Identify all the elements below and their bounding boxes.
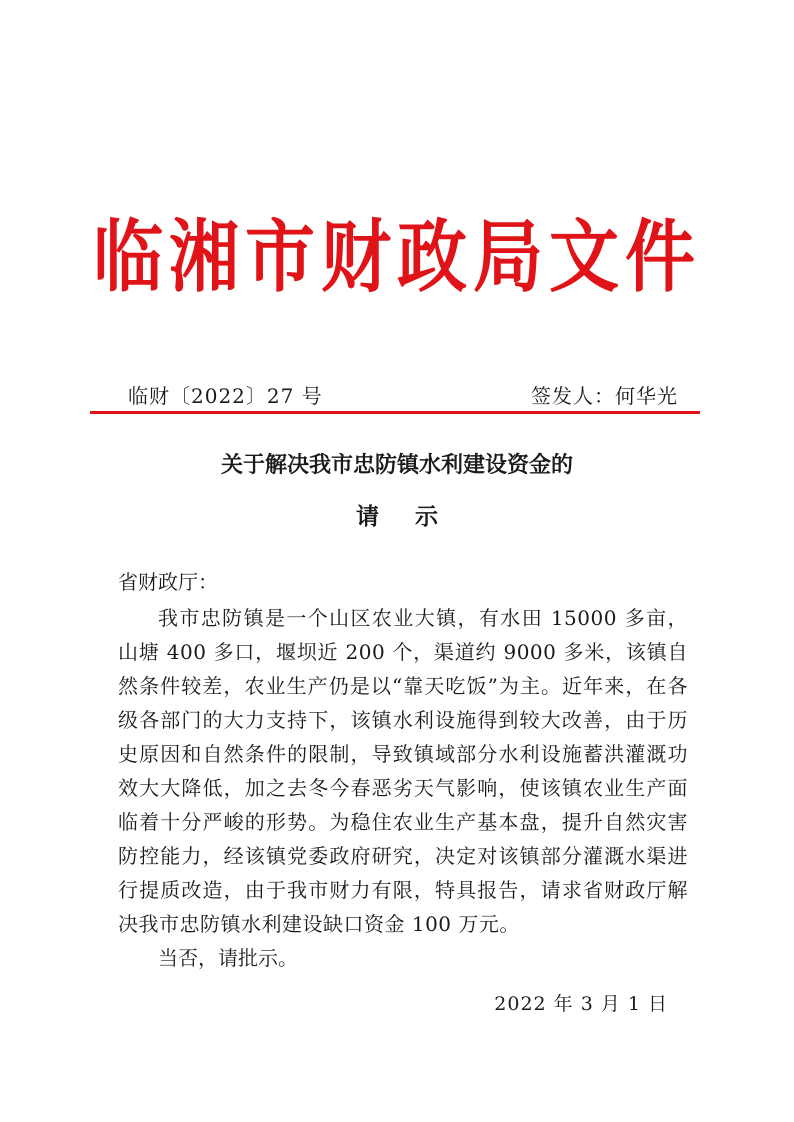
body-paragraph: 我市忠防镇是一个山区农业大镇，有水田 15000 多亩，山塘 400 多口，堰坝近 200 个，渠道约 9000 多米，该镇自然条件较差，农业生产仍是以“靠天吃饭”为主。近年来，在各级各部门的大力支持下，该镇水利设施得到较大改善，由于历史原因和自然条件的限制，导致镇域部分水利设施蓄洪灌溉功效大大降低，加之去冬今春恶劣天气影响，使该镇农业生产面临着十分严峻的形势。为稳住农业生产基本盘，提升自然灾害防控能力，经该镇党委政府研究，决定对该镇部分灌溉水渠进行提质改造，由于我市财力有限，特具报告，请求省财政厅解决我市忠防镇水利建设缺口资金 100 万元。 [118, 606, 688, 936]
document-date: 2022 年 3 月 1 日 [494, 993, 668, 1015]
request-title: 关于解决我市忠防镇水利建设资金的 [220, 452, 573, 478]
document-header-title: 临湘市财政局文件 [93, 211, 701, 303]
red-divider-line [90, 411, 700, 414]
recipient: 省财政厅： [118, 570, 218, 594]
closing-line: 当否，请批示。 [158, 946, 298, 970]
issuer-signature: 签发人：何华光 [531, 384, 678, 408]
request-title-suffix: 请示 [356, 503, 474, 530]
document-number: 临财〔2022〕27 号 [128, 384, 323, 408]
